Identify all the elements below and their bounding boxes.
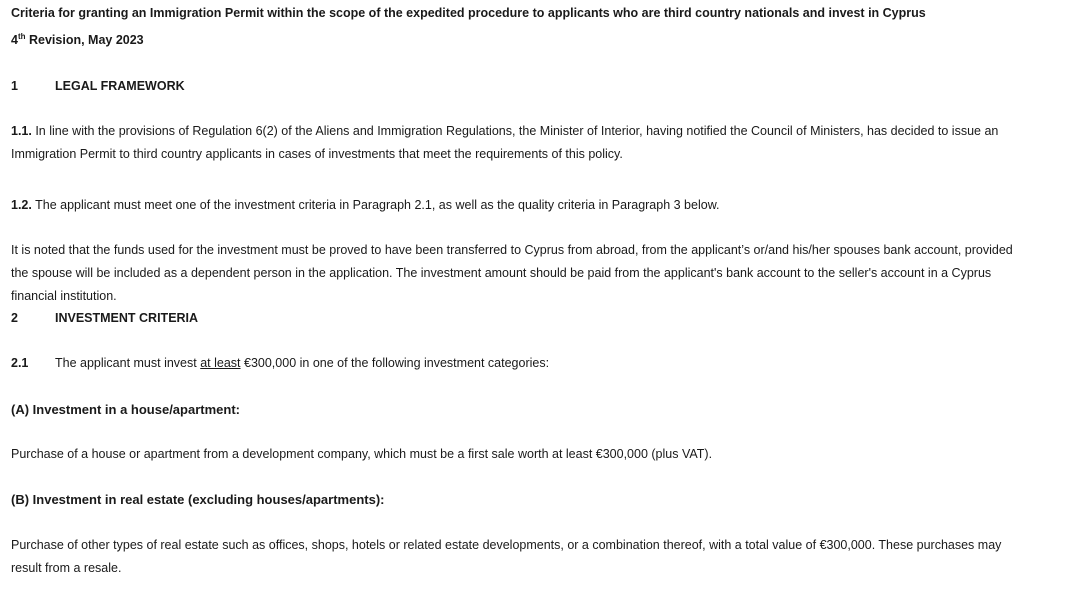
document-title: Criteria for granting an Immigration Permit within the scope of the expedited procedure to applicants who are third country nationals and invest in Cyprus xyxy=(11,6,926,20)
paragraph-2-1 xyxy=(11,352,549,375)
paragraph-text: The applicant must meet one of the investment criteria in Paragraph 2.1, as well as the quality criteria in Paragraph 3 below. xyxy=(31,198,720,212)
section-title: LEGAL FRAMEWORK xyxy=(55,79,185,93)
section-number: 2 xyxy=(11,311,18,325)
note-line-2: the spouse will be included as a dependent person in the application. The investment amount should be paid from the applicant's bank account to the seller's account in a Cyprus xyxy=(11,266,992,280)
paragraph-1-1-line-1 xyxy=(11,120,998,143)
paragraph-label: 1.1. xyxy=(11,124,32,138)
category-b-heading: (B) Investment in real estate (excluding houses/apartments): xyxy=(11,492,385,507)
section-number: 1 xyxy=(11,79,18,93)
paragraph-text-before: The applicant must invest xyxy=(55,356,201,370)
paragraph-1-1-line-2: Immigration Permit to third country applicants in cases of investments that meet the requirements of this policy. xyxy=(11,147,623,161)
note-line-1: It is noted that the funds used for the investment must be proved to have been transferred to Cyprus from abroad, from the applicant’s or/and his/her spouses bank account, provided xyxy=(11,243,1013,257)
revision-number: 4 xyxy=(11,33,18,47)
paragraph-1-2 xyxy=(11,194,720,217)
paragraph-text-after: €300,000 in one of the following investment categories: xyxy=(240,356,550,370)
note-line-3: financial institution. xyxy=(11,289,117,303)
category-a-text: Purchase of a house or apartment from a development company, which must be a first sale worth at least €300,000 (plus VAT). xyxy=(11,447,713,461)
category-a-heading: (A) Investment in a house/apartment: xyxy=(11,402,240,417)
category-b-line-1: Purchase of other types of real estate such as offices, shops, hotels or related estate developments, or a combination thereof, with a total value of €300,000. These purchases may xyxy=(11,538,1002,552)
revision-ordinal-suffix: th xyxy=(17,31,26,41)
section-2-heading xyxy=(11,307,198,330)
category-b-line-2: result from a resale. xyxy=(11,561,122,575)
section-title: INVESTMENT CRITERIA xyxy=(55,311,199,325)
paragraph-number: 2.1 xyxy=(11,356,29,370)
paragraph-label: 1.2. xyxy=(11,198,32,212)
underlined-phrase: at least xyxy=(200,356,241,370)
paragraph-text: In line with the provisions of Regulation 6(2) of the Aliens and Immigration Regulations, the Minister of Interior, having notified the Council of Ministers, has decided to issue an xyxy=(31,124,999,138)
revision-date: Revision, May 2023 xyxy=(25,33,144,47)
section-1-heading xyxy=(11,75,185,98)
revision-line xyxy=(11,29,144,52)
